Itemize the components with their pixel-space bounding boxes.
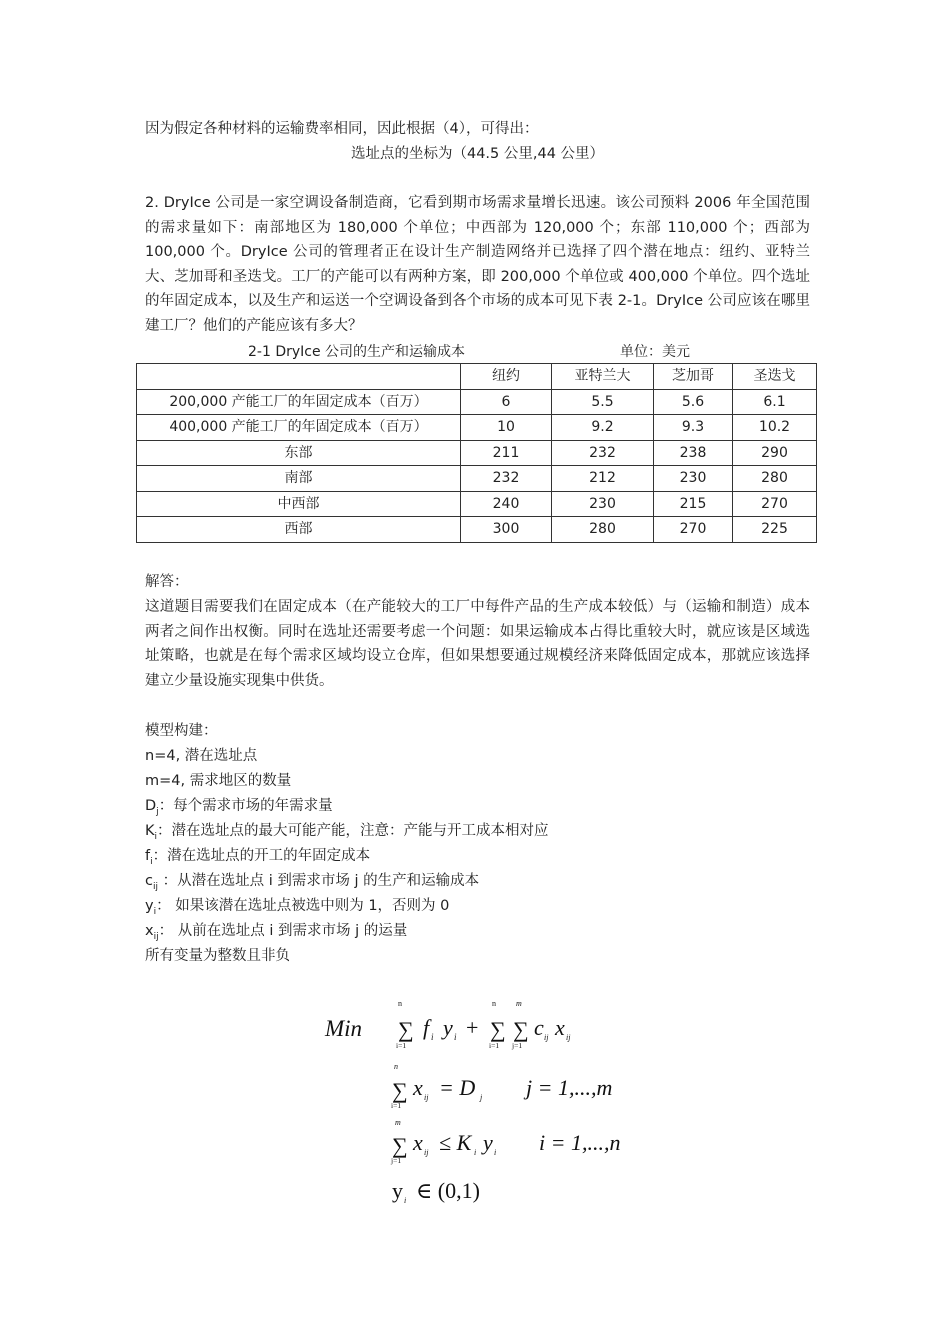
variable-symbol: f — [145, 848, 151, 864]
table-cell: 230 — [654, 466, 733, 492]
table-cell: 300 — [461, 517, 552, 543]
variable-description: ：从潜在选址点 i 到需求市场 j 的生产和运输成本 — [158, 873, 480, 889]
table-row — [137, 389, 817, 415]
variable-subscript: i — [150, 856, 153, 867]
cost-symbol: c — [534, 1015, 544, 1040]
subscript-ij: ij — [566, 1033, 571, 1042]
sum-lower-limit: i=1 — [391, 1101, 402, 1110]
table-cell: 232 — [461, 466, 552, 492]
variable-description: ：潜在选址点的开工的年固定成本 — [152, 848, 371, 864]
table-cell: 10.2 — [733, 415, 817, 441]
variable-description: ：每个需求市场的年需求量 — [158, 798, 333, 814]
variable-description: ： 从前在选址点 i 到需求市场 j 的运量 — [158, 923, 408, 939]
table-header-cell: 纽约 — [461, 364, 552, 390]
sum-sign: ∑ — [392, 1133, 408, 1158]
sum-sign: ∑ — [398, 1017, 414, 1042]
variable-symbol: x — [145, 923, 154, 939]
capacity-inequality: ≤ K — [439, 1130, 472, 1155]
table-cell: 6 — [461, 389, 552, 415]
table-header-cell: 圣迭戈 — [733, 364, 817, 390]
table-cell: 10 — [461, 415, 552, 441]
sum-sign: ∑ — [392, 1078, 408, 1103]
location-result: 选址点的坐标为（44.5 公里,44 公里） — [350, 146, 605, 162]
variable-definition — [145, 769, 291, 794]
variable-subscript: i — [153, 906, 157, 917]
table-cell: 400,000 产能工厂的年固定成本（百万） — [137, 415, 461, 441]
table-cell: 212 — [552, 466, 654, 492]
variable-symbol: D — [145, 798, 157, 814]
table-header-cell: 亚特兰大 — [552, 364, 654, 390]
table-row — [137, 517, 817, 543]
variable-symbol: K — [145, 823, 155, 839]
subscript-j: j — [480, 1093, 483, 1102]
table-cell: 270 — [733, 491, 817, 517]
table-cell: 232 — [552, 440, 654, 466]
sum-sign: ∑ — [513, 1017, 529, 1042]
table-cell: 215 — [654, 491, 733, 517]
table-cell: 200,000 产能工厂的年固定成本（百万） — [137, 389, 461, 415]
table-unit: 单位：美元 — [620, 344, 690, 360]
sum-upper-limit: n — [492, 999, 496, 1008]
range-i: i = 1,...,n — [539, 1130, 621, 1155]
variable-description: 需求地区的数量 — [185, 773, 292, 789]
variable-subscript: i — [154, 831, 158, 842]
sum-upper-limit: m — [395, 1118, 401, 1127]
table-cell: 中西部 — [137, 491, 461, 517]
table-cell: 290 — [733, 440, 817, 466]
binary-domain: ∈ (0,1) — [416, 1178, 480, 1203]
sum-upper-limit: n — [398, 999, 402, 1008]
table-header-cell — [137, 364, 461, 390]
plus-sign: + — [466, 1015, 479, 1040]
decision-y-symbol: y — [443, 1015, 453, 1040]
model-footer: 所有变量为整数且非负 — [145, 948, 290, 964]
sum-upper-limit: m — [516, 999, 522, 1008]
table-cell: 西部 — [137, 517, 461, 543]
intro-line: 因为假定各种材料的运输费率相同，因此根据（4），可得出： — [145, 121, 539, 137]
min-label: Min — [325, 1016, 363, 1041]
table-cell: 280 — [552, 517, 654, 543]
variable-symbol: m=4, — [145, 773, 186, 789]
subscript-i: i — [474, 1148, 477, 1157]
sum-lower-limit: j=1 — [512, 1041, 523, 1050]
variable-symbol: n=4, — [145, 748, 181, 764]
variable-subscript: ij — [153, 931, 159, 942]
table-row — [137, 491, 817, 517]
subscript-ij: ij — [544, 1033, 549, 1042]
decision-y-symbol: y — [483, 1130, 493, 1155]
table-row — [137, 466, 817, 492]
variable-description: 潜在选址点 — [180, 748, 258, 764]
variable-symbol: c — [145, 873, 153, 889]
sum-lower-limit: i=1 — [396, 1041, 407, 1050]
sum-lower-limit: i=1 — [489, 1041, 500, 1050]
table-cell: 238 — [654, 440, 733, 466]
table-cell: 5.6 — [654, 389, 733, 415]
sum-sign: ∑ — [490, 1017, 506, 1042]
flow-x-symbol: x — [413, 1075, 423, 1100]
variable-subscript: j — [156, 806, 159, 817]
table-cell: 240 — [461, 491, 552, 517]
variable-description: ：潜在选址点的最大可能产能，注意：产能与开工成本相对应 — [157, 823, 549, 839]
table-cell: 9.2 — [552, 415, 654, 441]
subscript-ij: ij — [424, 1093, 429, 1102]
optimization-model — [320, 995, 660, 1215]
table-row — [137, 415, 817, 441]
binary-y-symbol: y — [392, 1178, 403, 1203]
answer-heading: 解答： — [145, 574, 189, 590]
answer-paragraph: 这道题目需要我们在固定成本（在产能较大的工厂中每件产品的生产成本较低）与（运输和制造）成本两者之间作出权衡。同时在选址还需要考虑一个问题：如果运输成本占得比重较大时，就应该是区域选址策略，也就是在每个需求区域均设立仓库，但如果想要通过规模经济来降低固定成本，那就应该选择建立少量设施实现集中供货。 — [145, 599, 810, 689]
table-cell: 280 — [733, 466, 817, 492]
variable-definition — [145, 744, 257, 769]
table-caption: 2-1 DryIce 公司的生产和运输成本 — [248, 344, 466, 360]
fixed-cost-symbol: f — [423, 1015, 430, 1040]
variable-symbol: y — [145, 898, 154, 914]
subscript-i: i — [494, 1148, 497, 1157]
table-cell: 5.5 — [552, 389, 654, 415]
table-cell: 9.3 — [654, 415, 733, 441]
table-cell: 230 — [552, 491, 654, 517]
formula-graphic — [320, 995, 660, 1215]
variable-subscript: ij — [152, 881, 158, 892]
demand-equality: = D — [439, 1075, 476, 1100]
table-cell: 南部 — [137, 466, 461, 492]
problem-paragraph: 2. DryIce 公司是一家空调设备制造商，它看到期市场需求量增长迅速。该公司预料 2006 年全国范围的需求量如下：南部地区为 180,000 个单位；中西部为 120,000 个；东部 110,000 个；西部为 100,000 个。DryIce 公司的管理者正在设计生产制造网络并已选择了四个潜在地点：纽约、亚特兰大、芝加哥和圣迭戈。工厂的产能可以有两种方案，即 200,000 个单位或 400,000 个单位。四个选址的年固定成本，以及生产和运送一个空调设备到各个市场的成本可见下表 2-1。DryIce 公司应该在哪里建工厂？他们的产能应该有多大？ — [145, 195, 810, 334]
flow-x-symbol: x — [555, 1015, 565, 1040]
table-row — [137, 440, 817, 466]
model-heading: 模型构建： — [145, 723, 218, 739]
sum-upper-limit: n — [394, 1062, 398, 1071]
cost-table — [136, 363, 817, 543]
flow-x-symbol: x — [413, 1130, 423, 1155]
table-cell: 东部 — [137, 440, 461, 466]
table-cell: 211 — [461, 440, 552, 466]
subscript-ij: ij — [424, 1148, 429, 1157]
table-cell: 225 — [733, 517, 817, 543]
subscript-i: i — [454, 1032, 457, 1042]
table-cell: 6.1 — [733, 389, 817, 415]
variable-description: ： 如果该潜在选址点被选中则为 1，否则为 0 — [156, 898, 450, 914]
table-cell: 270 — [654, 517, 733, 543]
table-header-cell: 芝加哥 — [654, 364, 733, 390]
table-header-row — [137, 364, 817, 390]
subscript-i: i — [404, 1196, 407, 1205]
range-j: j = 1,...,m — [526, 1075, 613, 1100]
subscript-i: i — [431, 1032, 434, 1042]
sum-lower-limit: j=1 — [391, 1156, 402, 1165]
